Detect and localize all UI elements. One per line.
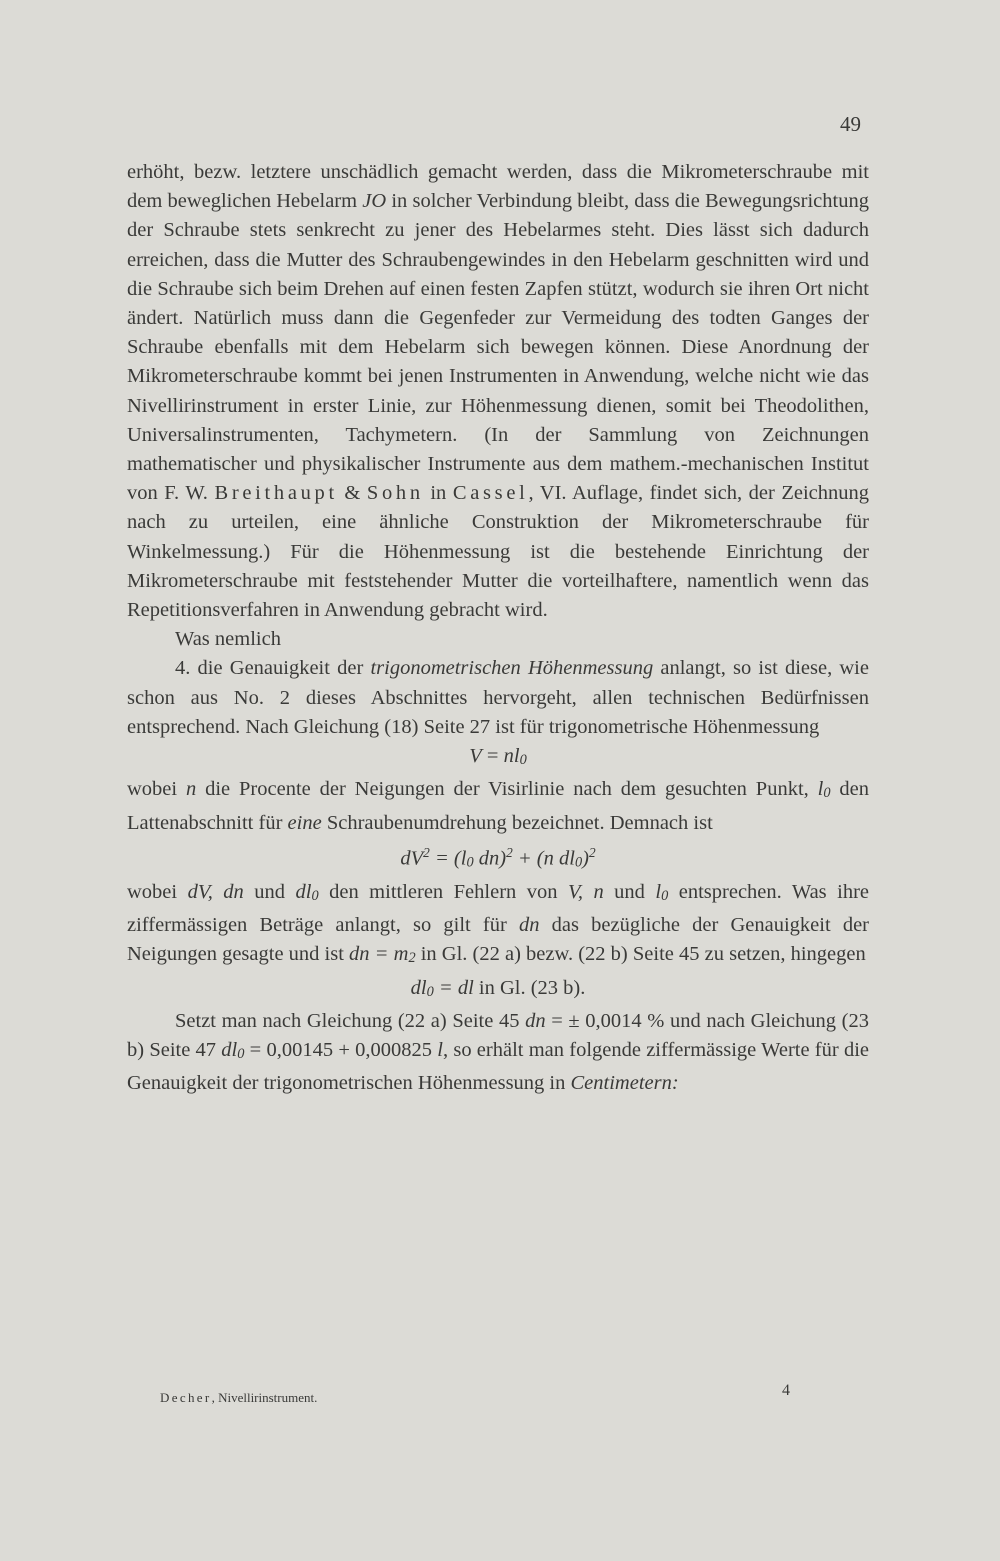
formula-part: = (l [429, 847, 467, 870]
lever-arm-symbol: JO [362, 190, 387, 213]
paragraph-wobei-n [127, 775, 869, 838]
formula-part: dn) [473, 847, 507, 870]
text-span: , VI. Auflage, findet sich, der Zeichnung nach zu urteilen, eine ähnliche Construktion der Mikrometerschraube für Winkelmessung.) Für die Höhenmessung ist die bestehende Einrichtung der Mikrometerschraube mit feststehender Mutter die vorteilhaftere, namentlich wenn das Repetitionsverfahren in Anwendung gebracht wird. [127, 482, 870, 622]
formula-part: nl [503, 745, 520, 768]
formula-part: dl [410, 976, 427, 999]
symbol: dl [221, 1039, 238, 1062]
symbol: l [655, 880, 662, 903]
symbol: l [437, 1039, 443, 1062]
formula-part: dV [400, 847, 424, 870]
text-span: & [337, 482, 367, 505]
footer-author: Decher [160, 1390, 212, 1405]
text-span: in Gl. (22 a) bezw. (22 b) Seite 45 zu setzen, hingegen [415, 943, 866, 966]
text-span: den Lattenabschnitt für [127, 778, 869, 834]
formula-superscript: 2 [423, 844, 430, 860]
paragraph-errors [127, 878, 869, 974]
text-span: = ± 0,0014 % [545, 1009, 665, 1032]
footer-sheet-number: 4 [782, 1382, 790, 1399]
text-span: entsprechen. Was ihre ziffermässigen Beträge anlangt, so gilt für [127, 880, 869, 936]
subscript: 0 [311, 887, 319, 904]
formula-part: V [469, 745, 482, 768]
subscript: 0 [661, 887, 669, 904]
symbol: n [185, 778, 197, 801]
formula-part: + (n dl [512, 847, 575, 870]
formula-dl [127, 974, 869, 1007]
formula-subscript: 0 [574, 854, 583, 871]
formula-v [127, 742, 869, 775]
italic-term: eine [287, 811, 322, 834]
name-sohn: Sohn [366, 482, 424, 505]
formula-superscript: 2 [506, 844, 513, 860]
text-span: und [243, 880, 296, 903]
text-span: 4. die Genauigkeit der [175, 657, 371, 680]
subscript: 0 [237, 1046, 245, 1063]
body-text [127, 158, 869, 1099]
text-span: die Procente der Neigungen der Visirlinie nach dem gesuchten Punkt, [196, 778, 818, 801]
footer-title: , Nivellirinstrument. [211, 1390, 318, 1405]
paragraph-values [127, 1007, 869, 1099]
text-span: in [423, 482, 453, 505]
text-span: = 0,00145 + 0,000825 [244, 1039, 438, 1062]
formula-subscript: 0 [426, 983, 434, 1000]
formula-subscript: 0 [519, 752, 527, 769]
subscript: 0 [823, 785, 831, 802]
symbol: dV, dn [187, 880, 244, 903]
paragraph-accuracy [127, 654, 869, 742]
formula-part: = [481, 745, 504, 768]
formula-part: = dl [433, 976, 474, 999]
italic-term: trigonometrischen Höhenmessung [370, 657, 654, 680]
text-span: Setzt man nach Gleichung (22 a) Seite 45 [175, 1009, 526, 1032]
text-span: in solcher Verbindung bleibt, dass die Bewegungsrichtung der Schraube stets senkrecht zu jener des Hebelarmes steht. Dies lässt sich dadurch erreichen, dass die Mutter des Schraubengewindes in den Hebelarm geschnitten wird und die Schraube sich beim Drehen auf einen festen Zapfen stützt, wodurch sie ihren Ort nicht ändert. Natürlich muss dann die Gegenfeder zur Vermeidung des todten Ganges der Schraube ebenfalls mit dem Hebelarm sich bewegen können. Diese Anordnung der Mikrometerschraube kommt bei jenen Instrumenten in Anwendung, welche nicht wie das Nivellirinstrument in erster Linie, zur Höhenmessung dienen, somit bei Theodolithen, Universalinstrumenten, Tachymetern. (In der Sammlung von Zeichnungen mathematischer und physikalischer Instrumente aus dem mathem.-mechanischen Institut von F. W. [127, 190, 869, 505]
formula-subscript: 0 [466, 854, 474, 871]
symbol: dl [295, 880, 312, 903]
symbol: dn = m [349, 943, 409, 966]
text-span: und [603, 880, 656, 903]
italic-term: Centimetern: [570, 1072, 679, 1095]
paragraph-was-nemlich: Was nemlich [175, 628, 281, 651]
name-cassel: Cassel [452, 482, 529, 505]
symbol: l [817, 778, 824, 801]
text-span: und nach Gleichung (23 b) Seite 47 [127, 1009, 869, 1062]
formula-superscript: 2 [588, 844, 596, 860]
symbol: dn [519, 913, 540, 936]
text-span: das bezügliche der Genauigkeit der Neigungen gesagte und ist [127, 913, 869, 966]
formula-dv [127, 838, 869, 878]
text-span: , so erhält man folgende ziffermässige Werte für die Genauigkeit der trigonometrischen Höhenmessung in [127, 1039, 869, 1095]
symbol: dn [525, 1009, 546, 1032]
text-span: wobei [127, 778, 186, 801]
subscript: 2 [408, 950, 416, 967]
text-span: den mittleren Fehlern von [318, 880, 568, 903]
symbol: V, n [567, 880, 604, 903]
formula-part: ) [582, 847, 589, 870]
footer-signature [160, 1390, 317, 1406]
text-span: wobei [127, 880, 188, 903]
text-span: anlangt, so ist diese, wie schon aus No. 2 dieses Abschnittes hervorgeht, allen technischen Bedürfnissen entsprechend. Nach Gleichung (18) Seite 27 ist für trigonometrische Höhenmessung [127, 657, 869, 738]
formula-part: in Gl. (23 b). [473, 976, 586, 999]
paragraph-micrometer-screw [127, 158, 869, 625]
text-span: Schraubenumdrehung bezeichnet. Demnach ist [321, 811, 713, 834]
name-breithaupt: Breithaupt [214, 482, 338, 505]
text-span: erhöht, bezw. letztere unschädlich gemacht werden, dass die Mikrometerschraube mit dem beweglichen Hebelarm [127, 161, 869, 213]
page-number: 49 [840, 112, 861, 136]
